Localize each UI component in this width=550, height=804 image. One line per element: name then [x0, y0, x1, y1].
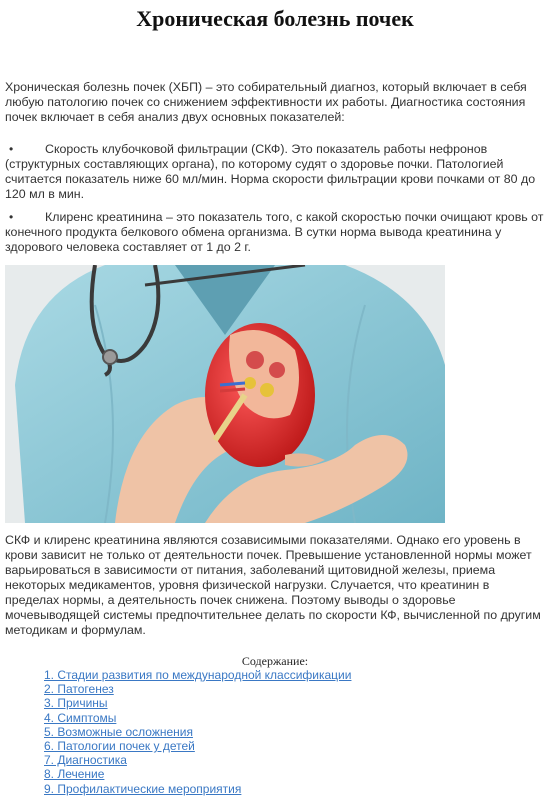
toc-link-stages[interactable]: 1. Стадии развития по международной классификации [44, 668, 352, 682]
toc-item[interactable] [44, 767, 351, 781]
intro-paragraph: Хроническая болезнь почек (ХБП) – это собирательный диагноз, который включает в себя любую патологию почек со снижением эффективности их работы. Диагностика состояния почек включает в себя анализ двух основных показателей: [5, 80, 527, 124]
toc-item[interactable] [44, 682, 351, 696]
toc-item[interactable] [44, 668, 351, 682]
toc-link-prevention[interactable]: 9. Профилактические мероприятия [44, 781, 242, 796]
toc-link-treatment[interactable]: 8. Лечение [44, 767, 105, 782]
body-paragraph: СКФ и клиренс креатинина являются созависимыми показателями. Однако его уровень в крови зависит не только от деятельности почек. Превышение установленной нормы может варьироваться в зависимости от питания, заболеваний щитовидной железы, приема некоторых медикаментов, уровня физической нагрузки. Случается, что креатинин в пределах нормы, а деятельность почек снижена. Поэтому выводы о здоровье мочевыводящей системы предпочтительнее делать по скорости КФ, вычисленной по другим методикам и формулам. [5, 533, 541, 637]
toc-item[interactable] [44, 739, 351, 753]
toc-item[interactable] [44, 753, 351, 767]
toc-heading: Содержание: [241, 654, 309, 668]
bullet-text: Скорость клубочковой фильтрации (СКФ). Это показатель работы нефронов (структурных составляющих органа), по которому судят о здоровье почки. Патологией считается показатель ниже 60 мл/мин. Норма скорости фильтрации крови почками от 80 до 120 мл в мин. [5, 142, 536, 201]
toc-link-diagnostics[interactable]: 7. Диагностика [44, 753, 127, 768]
page-title: Хроническая болезнь почек [136, 6, 414, 31]
bullet-marker: • [9, 210, 14, 224]
doctor-kidney-photo [5, 265, 445, 523]
toc-item[interactable] [44, 782, 351, 796]
toc-link-causes[interactable]: 3. Причины [44, 696, 108, 711]
bullet-marker: • [9, 142, 14, 156]
toc-link-children[interactable]: 6. Патологии почек у детей [44, 739, 195, 754]
toc-link-complications[interactable]: 5. Возможные осложнения [44, 724, 193, 739]
toc-link-symptoms[interactable]: 4. Симптомы [44, 710, 117, 725]
table-of-contents [44, 668, 351, 796]
bullet-item-skf [5, 142, 545, 202]
toc-item[interactable] [44, 711, 351, 725]
bullet-text: Клиренс креатинина – это показатель того, с какой скоростью почки очищают кровь от конечного продукта белкового обмена организма. В сутки норма вывода креатинина у здорового человека составляет от 1 до 2 г. [5, 210, 544, 254]
toc-item[interactable] [44, 696, 351, 710]
bullet-item-clearance [5, 210, 545, 255]
toc-link-pathogenesis[interactable]: 2. Патогенез [44, 682, 114, 697]
toc-item[interactable] [44, 725, 351, 739]
